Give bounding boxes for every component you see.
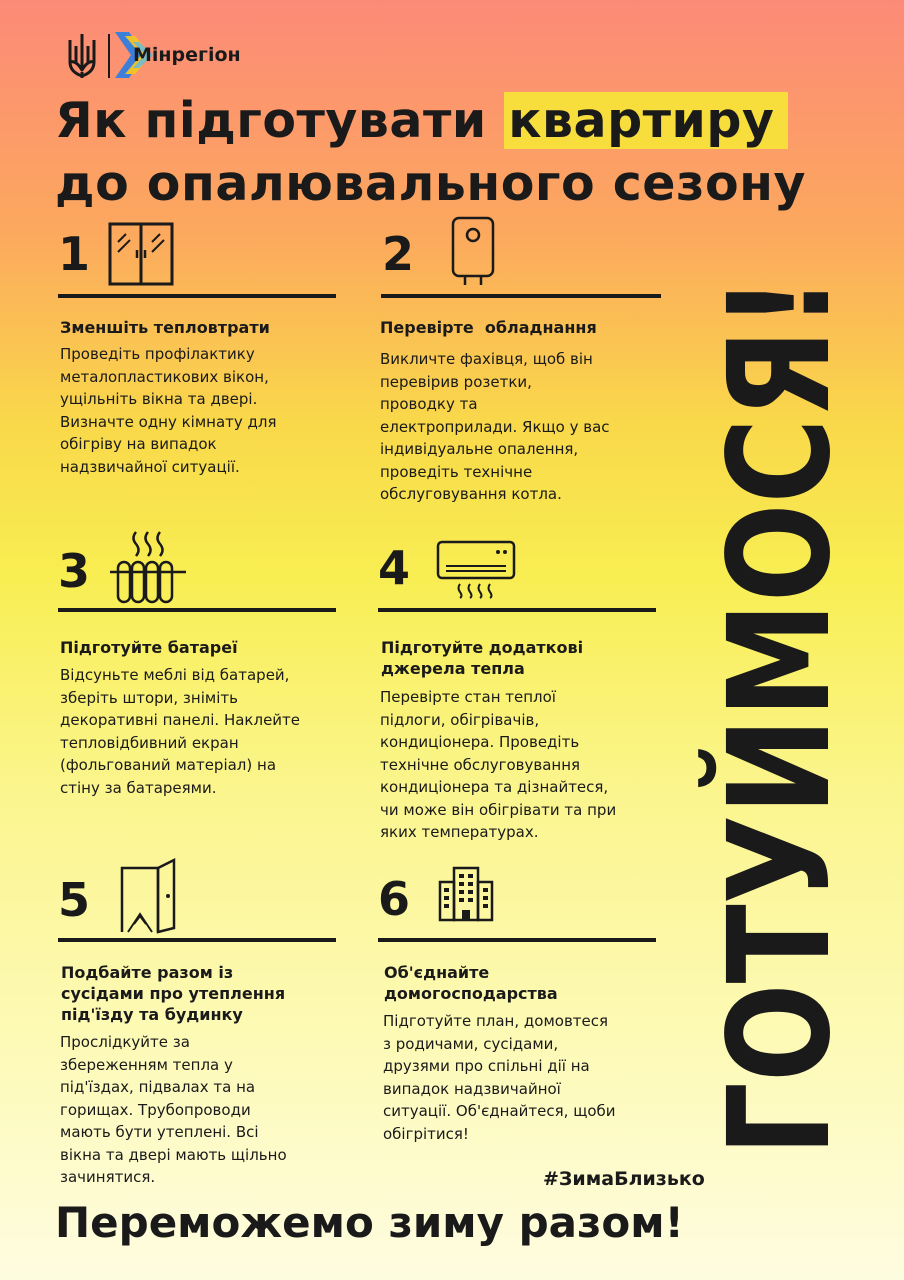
step-2-rule [381,294,661,298]
step-1-line: Визначте одну кімнату для [60,412,277,431]
step-2-heading: Перевірте обладнання [380,318,597,337]
step-6-rule [378,938,656,942]
window-icon [108,222,174,286]
title-highlight: квартиру [504,92,788,149]
step-2-number: 2 [382,227,415,281]
logo-text: Мінрегіон [133,44,241,66]
divider-line [108,34,110,78]
step-6-line: друзями про спільні дії на [383,1057,590,1075]
step-2-line: електроприлади. Якщо у вас [380,417,610,436]
step-4-number: 4 [378,541,411,595]
radiator-icon [108,528,188,606]
step-4-heading-line: джерела тепла [381,659,525,678]
hashtag: #ЗимаБлизько [543,1168,705,1190]
title-prefix: Як підготувати [55,92,505,149]
step-6-line: Підготуйте план, домовтеся [383,1012,609,1030]
step-1-body [60,343,350,478]
footer-slogan: Переможемо зиму разом! [55,1198,684,1247]
step-1-line: надзвичайної ситуації. [60,457,240,476]
page-title-line2: до опалювального сезону [55,155,806,212]
step-1-line: Проведіть профілактику [60,345,255,363]
step-3-line: зберіть штори, зніміть [60,688,238,707]
step-2-line: обслуговування котла. [380,485,562,503]
step-4-line: кондиціонера та дізнайтеся, [380,778,609,796]
coat-of-arms-icon [64,32,100,80]
step-4-body [380,686,680,844]
step-5-line: вікна та двері мають щільно [60,1145,287,1164]
step-4-line: підлоги, обігрівачів, [380,710,540,729]
vertical-slogan-text: ГОТУЙМОСЯ! [699,94,862,1156]
step-3-heading: Підготуйте батареї [60,638,238,657]
step-1-number: 1 [58,227,91,281]
step-5-line: під'їздах, підвалах та на [60,1078,256,1096]
step-4-line: Перевірте стан теплої [380,688,556,706]
step-5-number: 5 [58,873,91,927]
air-conditioner-icon [436,540,516,600]
step-5-line: мають бути утеплені. Всі [60,1123,259,1141]
step-4-line: кондиціонера. Проведіть [380,733,580,751]
step-6-number: 6 [378,872,411,926]
step-5-line: Прослідкуйте за [60,1033,190,1051]
step-1-line: металопластикових вікон, [60,367,269,386]
step-5-line: зачинятися. [60,1168,156,1186]
step-5-body [60,1031,350,1189]
step-1-line: обігріву на випадок [60,435,217,453]
door-icon [118,858,178,934]
boiler-icon [450,215,496,289]
step-5-rule [58,938,336,942]
step-2-line: перевірив розетки, [380,372,532,391]
buildings-icon [438,866,494,922]
step-2-line: проведіть технічне [380,462,533,481]
step-1-rule [58,294,336,298]
step-3-line: Відсуньте меблі від батарей, [60,666,290,684]
step-6-heading [384,962,558,1004]
step-6-heading-line: домогосподарства [384,984,558,1003]
vertical-slogan [699,94,862,1164]
step-3-line: тепловідбивний екран [60,733,239,752]
step-4-heading [381,637,583,679]
step-6-line: випадок надзвичайної [383,1079,561,1098]
page-title-line1 [55,92,788,149]
step-5-line: збереженням тепла у [60,1055,233,1074]
step-2-body [380,348,670,506]
step-5-heading-line: сусідами про утеплення [61,984,286,1003]
step-6-line: з родичами, сусідами, [383,1034,559,1053]
step-2-line: проводку та [380,395,478,413]
step-4-line: чи може він обігрівати та при [380,800,617,819]
step-6-line: обігрітися! [383,1124,469,1143]
step-5-heading-line: під'їзду та будинку [61,1005,243,1024]
step-2-line: індивідуальне опалення, [380,440,579,458]
step-3-rule [58,608,336,612]
step-5-heading [61,962,285,1025]
step-6-heading-line: Об'єднайте [384,963,490,982]
step-1-line: ущільніть вікна та двері. [60,390,258,408]
step-5-line: горищах. Трубопроводи [60,1100,251,1119]
step-4-line: технічне обслуговування [380,755,581,774]
step-4-line: яких температурах. [380,823,539,841]
step-4-heading-line: Підготуйте додаткові [381,638,584,657]
step-2-line: Викличте фахівця, щоб він [380,350,593,368]
step-3-line: декоративні панелі. Наклейте [60,711,301,729]
step-5-heading-line: Подбайте разом із [61,963,234,982]
step-3-line: (фольгований матеріал) на [60,756,277,774]
step-4-rule [378,608,656,612]
step-3-number: 3 [58,544,91,598]
step-6-line: ситуації. Об'єднайтеся, щоби [383,1102,616,1120]
step-1-heading: Зменшіть тепловтрати [60,318,270,337]
step-3-line: стіну за батареями. [60,778,217,797]
step-6-body [383,1010,683,1145]
step-3-body [60,664,360,799]
